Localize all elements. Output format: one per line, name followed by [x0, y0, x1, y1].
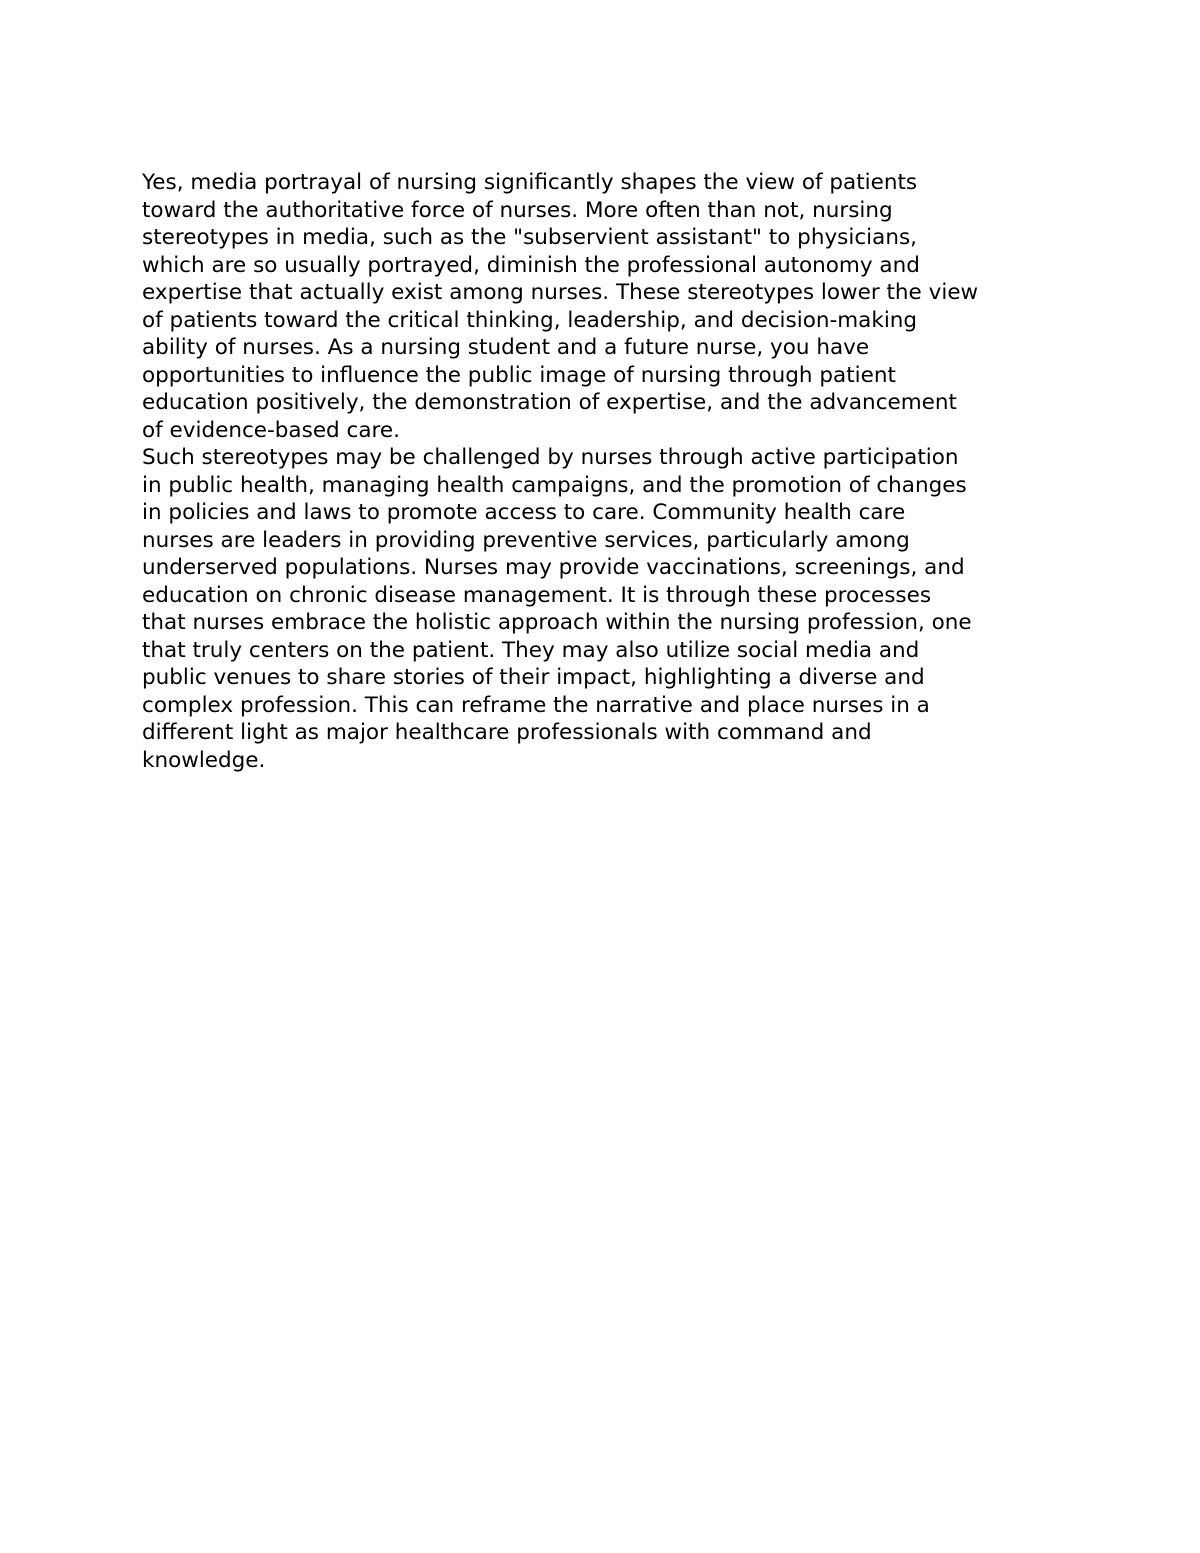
- text-line: nurses are leaders in providing preventive services, particularly among: [142, 527, 910, 553]
- text-line: education on chronic disease management. It is through these processes: [142, 582, 932, 608]
- text-line: underserved populations. Nurses may provide vaccinations, screenings, and: [142, 555, 965, 580]
- text-line: stereotypes in media, such as the "subservient assistant" to physicians,: [142, 225, 917, 250]
- text-line: expertise that actually exist among nurses. These stereotypes lower the view: [142, 280, 979, 305]
- paragraph: [142, 169, 1082, 444]
- text-line: Yes, media portrayal of nursing significantly shapes the view of patients: [142, 170, 918, 195]
- text-line: different light as major healthcare professionals with command and: [142, 720, 872, 745]
- text-line: ability of nurses. As a nursing student and a future nurse, you have: [142, 335, 870, 360]
- text-line: public venues to share stories of their impact, highlighting a diverse and: [142, 665, 925, 690]
- text-line: toward the authoritative force of nurses. More often than not, nursing: [142, 197, 893, 223]
- text-line: that truly centers on the patient. They may also utilize social media and: [142, 637, 920, 663]
- text-line: in public health, managing health campaigns, and the promotion of changes: [142, 472, 967, 498]
- text-line: of evidence-based care.: [142, 417, 400, 443]
- text-line: Such stereotypes may be challenged by nurses through active participation: [142, 445, 959, 470]
- document-body: [142, 169, 1082, 774]
- text-line: knowledge.: [142, 747, 266, 773]
- text-line: education positively, the demonstration of expertise, and the advancement: [142, 390, 957, 415]
- text-line: opportunities to influence the public image of nursing through patient: [142, 362, 896, 388]
- text-line: complex profession. This can reframe the narrative and place nurses in a: [142, 692, 930, 718]
- text-line: that nurses embrace the holistic approach within the nursing profession, one: [142, 610, 972, 635]
- text-line: in policies and laws to promote access to care. Community health care: [142, 500, 906, 525]
- text-line: of patients toward the critical thinking, leadership, and decision-making: [142, 307, 918, 333]
- paragraph: [142, 444, 1082, 774]
- text-line: which are so usually portrayed, diminish the professional autonomy and: [142, 252, 920, 278]
